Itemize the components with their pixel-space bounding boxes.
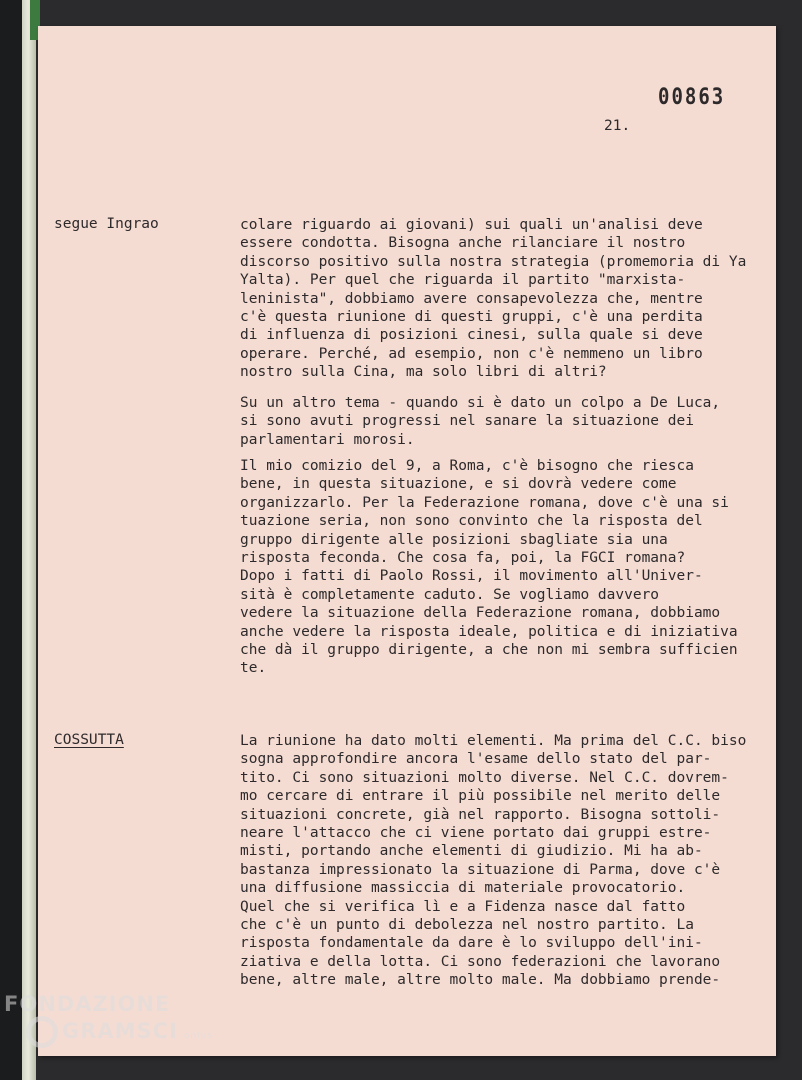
- watermark-sub: onlus: [183, 1031, 214, 1041]
- document-number: 00863: [658, 84, 726, 110]
- gramsci-logo-icon: [26, 1016, 58, 1048]
- ingrao-paragraph-1: colare riguardo ai giovani) sui quali un'analisi deve essere condotta. Bisogna anche rilanciare il nostro discorso positivo sulla nostra strategia (promemoria di Ya Yalta). Per quel che riguarda il partito "marxista- leninista", dobbiamo avere consapevolezza che, mentre c'è questa riunione di questi gruppi, c'è una perdita di influenza di posizioni cinesi, sulla quale si deve operare. Perché, ad esempio, non c'è nemmeno un libro nostro sulla Cina, ma solo libri di altri?: [240, 217, 747, 381]
- document-page: [38, 26, 776, 1056]
- ingrao-paragraph-2: Su un altro tema - quando si è dato un colpo a De Luca, si sono avuti progressi nel sanare la situazione dei parlamentari morosi.: [240, 395, 721, 448]
- watermark-line2: GRAMSCI: [62, 1019, 178, 1043]
- page-number: 21.: [604, 118, 631, 134]
- fondazione-gramsci-watermark: [4, 992, 213, 1048]
- watermark-line1: FONDAZIONE: [4, 992, 171, 1016]
- speaker-cossutta: COSSUTTA: [54, 732, 124, 748]
- ingrao-paragraph-3: Il mio comizio del 9, a Roma, c'è bisogno che riesca bene, in questa situazione, e si dovrà vedere come organizzarlo. Per la Federazione romana, dove c'è una si tuazione seria, non sono convinto che la risposta del gruppo dirigente alle posizioni sbagliate sia una risposta feconda. Che cosa fa, poi, la FGCI romana? Dopo i fatti di Paolo Rossi, il movimento all'Univer- sità è completamente caduto. Se vogliamo davvero vedere la situazione della Federazione romana, dobbiamo anche vedere la risposta ideale, politica e di iniziativa che dà il gruppo dirigente, a che non mi sembra sufficien te.: [240, 458, 738, 677]
- scanner-background: [0, 0, 22, 1080]
- speaker-ingrao: segue Ingrao: [54, 216, 159, 232]
- cossutta-paragraph: La riunione ha dato molti elementi. Ma prima del C.C. biso sogna approfondire ancora l'esame dello stato del par- tito. Ci sono situazioni molto diverse. Nel C.C. dovrem- mo cercare di entrare il più possibile nel merito delle situazioni concrete, già nel rapporto. Bisogna sottoli- neare l'attacco che ci viene portato dai gruppi estre- misti, portando anche elementi di giudizio. Mi ha ab- bastanza impressionato la situazione di Parma, dove c'è una diffusione massiccia di materiale provocatorio. Quel che si verifica lì e a Fidenza nasce dal fatto che c'è un punto di debolezza nel nostro partito. La risposta fondamentale da dare è lo sviluppo dell'ini- ziativa e della lotta. Ci sono federazioni che lavorano bene, altre male, altre molto male. Ma dobbiamo prende-: [240, 733, 747, 989]
- binder-spine: [22, 0, 36, 1080]
